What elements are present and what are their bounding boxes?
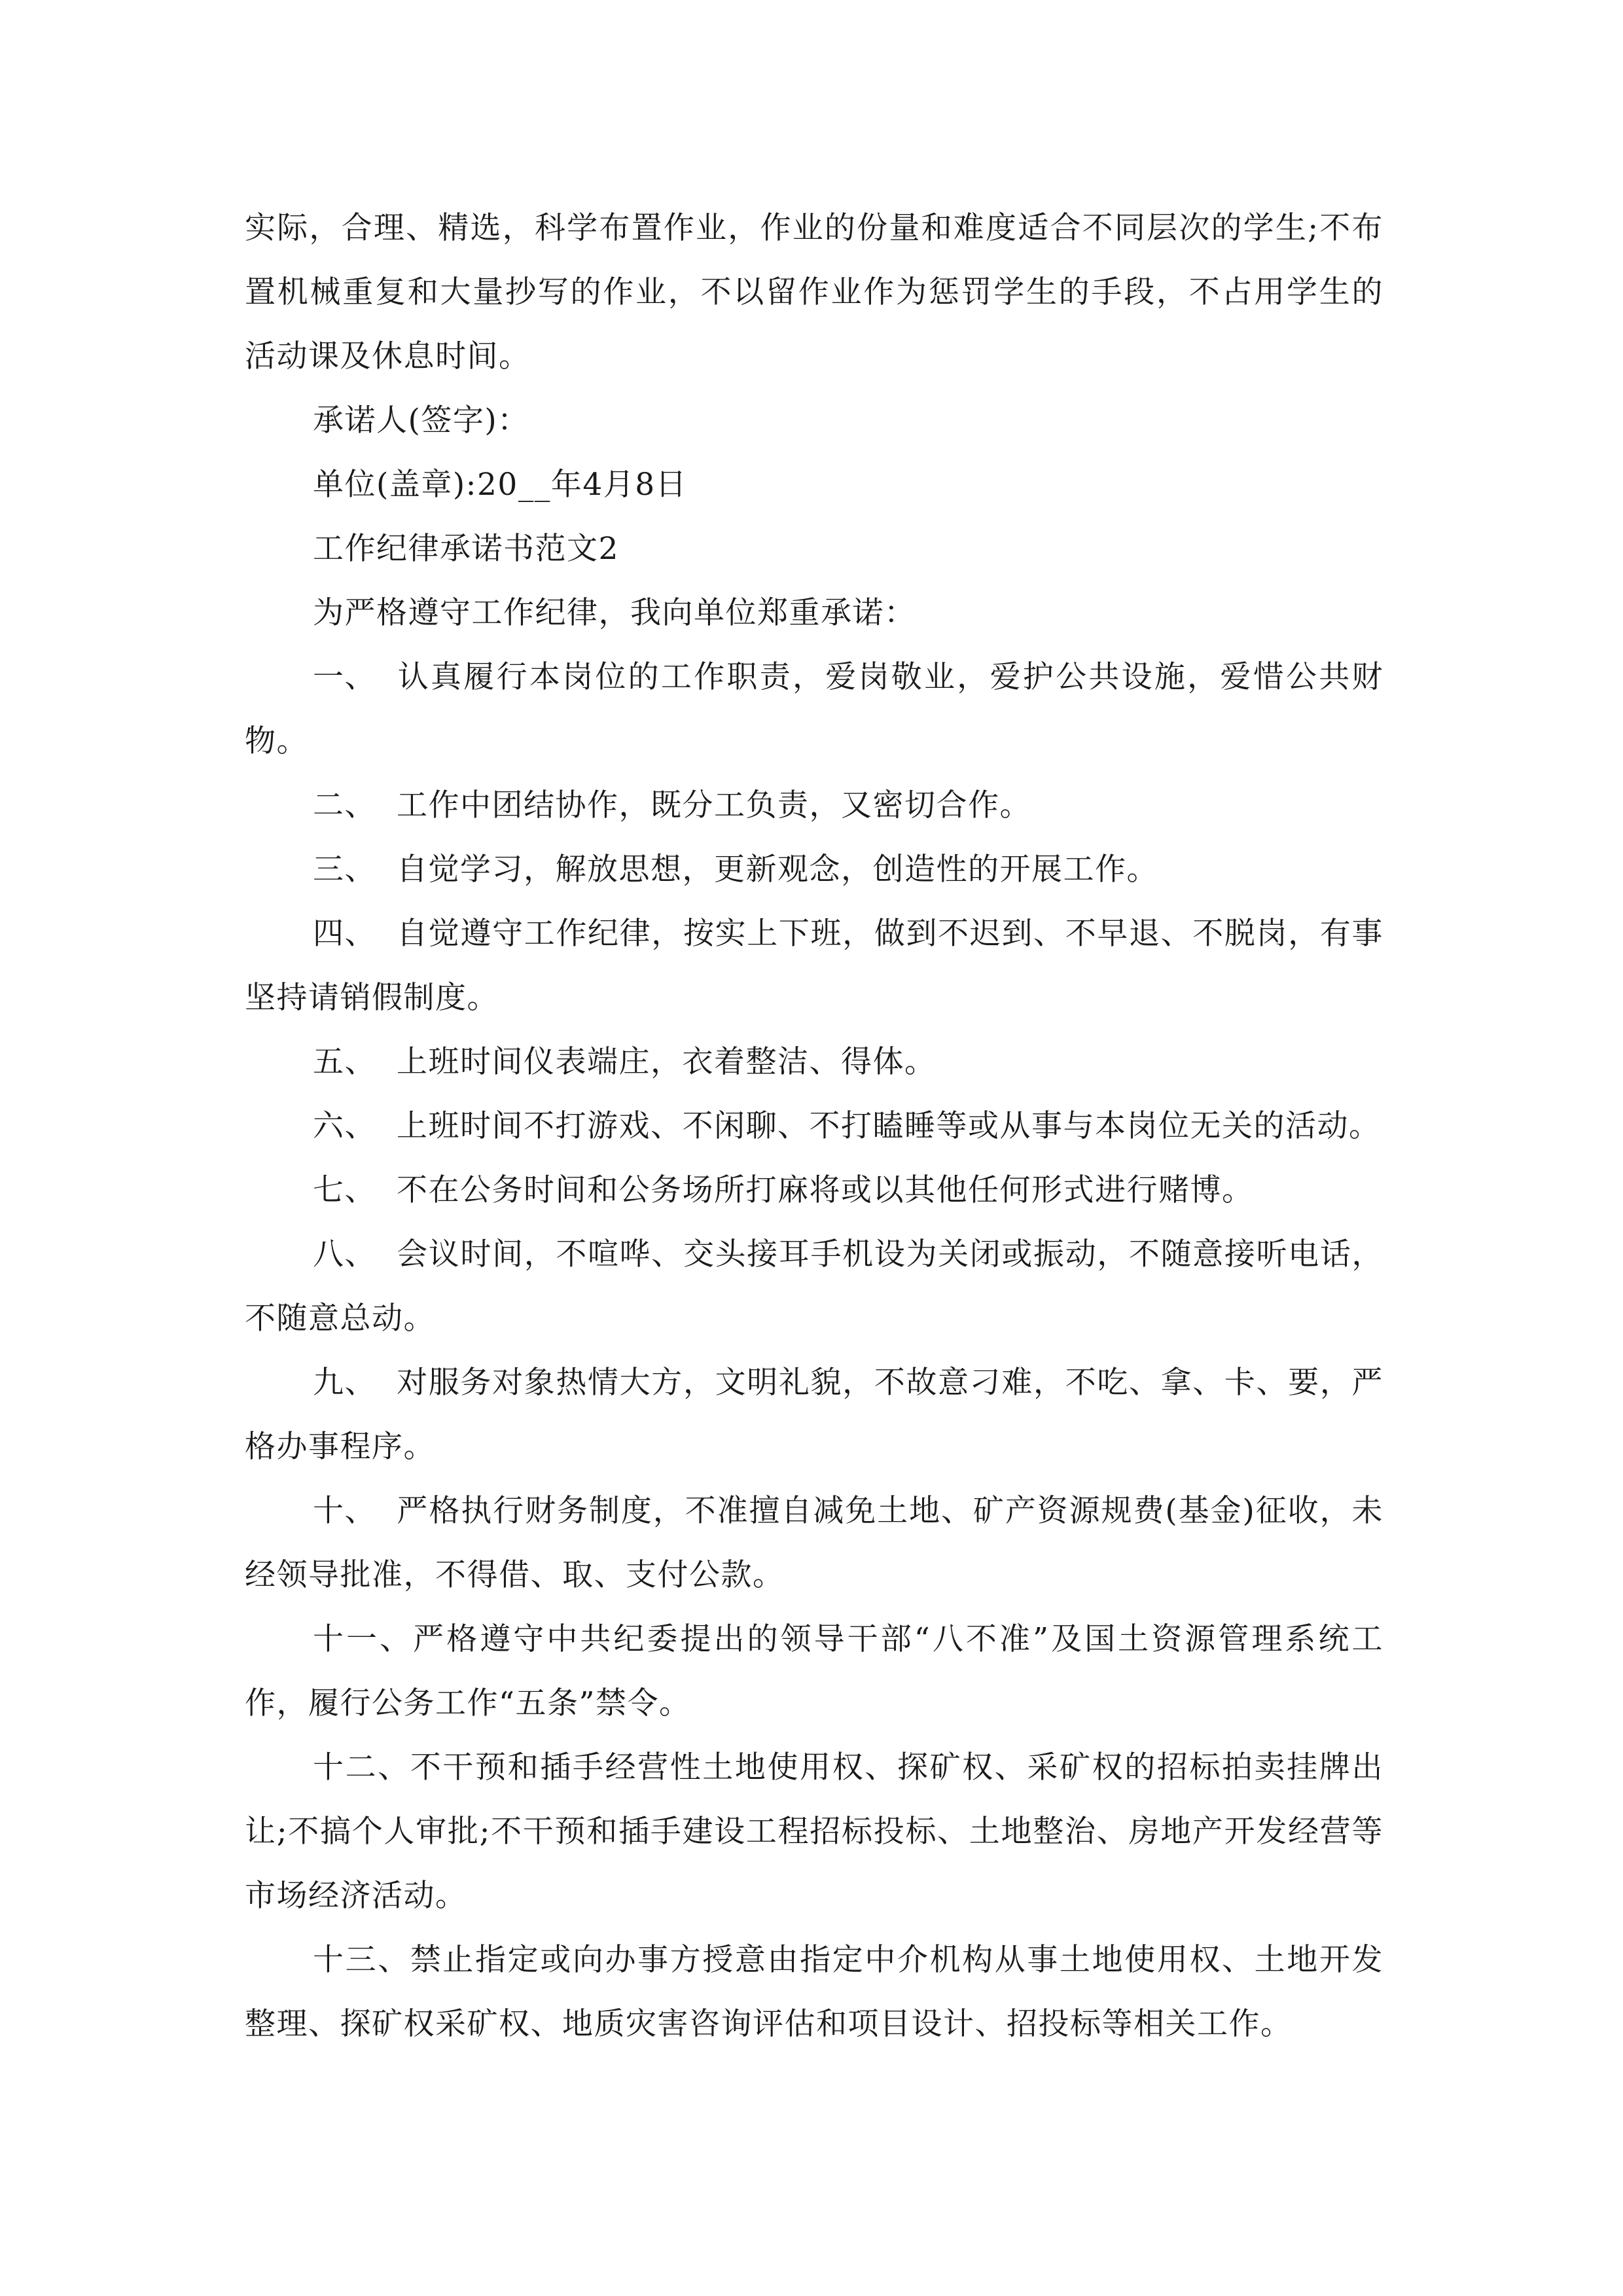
pledge-item-11: 十一、严格遵守中共纪委提出的领导干部“八不准”及国土资源管理系统工作，履行公务工作“五条”禁令。 [245, 1621, 1383, 1721]
pledge-item-1 [245, 645, 1383, 774]
pledge-number: 七、 [313, 1172, 376, 1208]
pledge-text: 上班时间仪表端庄，衣着整洁、得体。 [397, 1044, 936, 1080]
pledge-item-13: 十三、禁止指定或向办事方授意由指定中介机构从事土地使用权、土地开发整理、探矿权采矿权、地质灾害咨询评估和项目设计、招投标等相关工作。 [245, 1942, 1383, 2042]
signer-line: 承诺人(签字)： [313, 403, 529, 439]
pledge-number: 八、 [313, 1236, 376, 1272]
pledge-text: 不在公务时间和公务场所打麻将或以其他任何形式进行赌博。 [397, 1172, 1254, 1208]
section-title: 工作纪律承诺书范文2 [313, 531, 619, 567]
pledge-text: 工作中团结协作，既分工负责，又密切合作。 [397, 787, 1031, 823]
pledge-item-7 [245, 1158, 1383, 1223]
pledge-text: 严格执行财务制度，不准擅自减免土地、矿产资源规费(基金)征收，未经领导批准，不得借、取、支付公款。 [245, 1493, 1383, 1593]
pledge-number: 四、 [313, 916, 376, 952]
pledge-item-8 [245, 1223, 1383, 1351]
pledge-text: 对服务对象热情大方，文明礼貌，不故意刁难，不吃、拿、卡、要，严格办事程序。 [245, 1365, 1383, 1465]
pledge-item-3 [245, 838, 1383, 902]
pledge-text: 上班时间不打游戏、不闲聊、不打瞌睡等或从事与本岗位无关的活动。 [397, 1108, 1381, 1144]
pledge-item-9 [245, 1351, 1383, 1479]
pledge-text: 认真履行本岗位的工作职责，爱岗敬业，爱护公共设施，爱惜公共财物。 [245, 659, 1383, 759]
pledge-item-2 [245, 774, 1383, 838]
pledge-number: 三、 [313, 852, 376, 888]
pledge-number: 五、 [313, 1044, 376, 1080]
pledge-item-10 [245, 1479, 1383, 1607]
pledge-number: 九、 [313, 1365, 376, 1401]
pledge-item-12: 十二、不干预和插手经营性土地使用权、探矿权、采矿权的招标拍卖挂牌出让;不搞个人审批;不干预和插手建设工程招标投标、土地整治、房地产开发经营等市场经济活动。 [245, 1749, 1383, 1914]
pledge-item-5 [245, 1030, 1383, 1094]
unit-date-line: 单位(盖章):20__年4月8日 [313, 467, 688, 503]
intro-paragraph-tail: 实际，合理、精选，科学布置作业，作业的份量和难度适合不同层次的学生;不布置机械重复和大量抄写的作业，不以留作业作为惩罚学生的手段，不占用学生的活动课及休息时间。 [245, 210, 1383, 374]
pledge-number: 六、 [313, 1108, 376, 1144]
pledge-text: 自觉学习，解放思想，更新观念，创造性的开展工作。 [397, 852, 1158, 888]
preamble-paragraph: 为严格遵守工作纪律，我向单位郑重承诺： [313, 595, 916, 631]
pledge-item-6 [245, 1094, 1383, 1158]
pledge-item-4 [245, 902, 1383, 1030]
pledge-text: 会议时间，不喧哗、交头接耳手机设为关闭或振动，不随意接听电话，不随意总动。 [245, 1236, 1383, 1336]
pledge-number: 一、 [313, 659, 376, 695]
pledge-number: 十、 [313, 1493, 376, 1529]
document-body [245, 196, 1383, 2056]
pledge-text: 自觉遵守工作纪律，按实上下班，做到不迟到、不早退、不脱岗，有事坚持请销假制度。 [245, 916, 1383, 1016]
pledge-number: 二、 [313, 787, 376, 823]
